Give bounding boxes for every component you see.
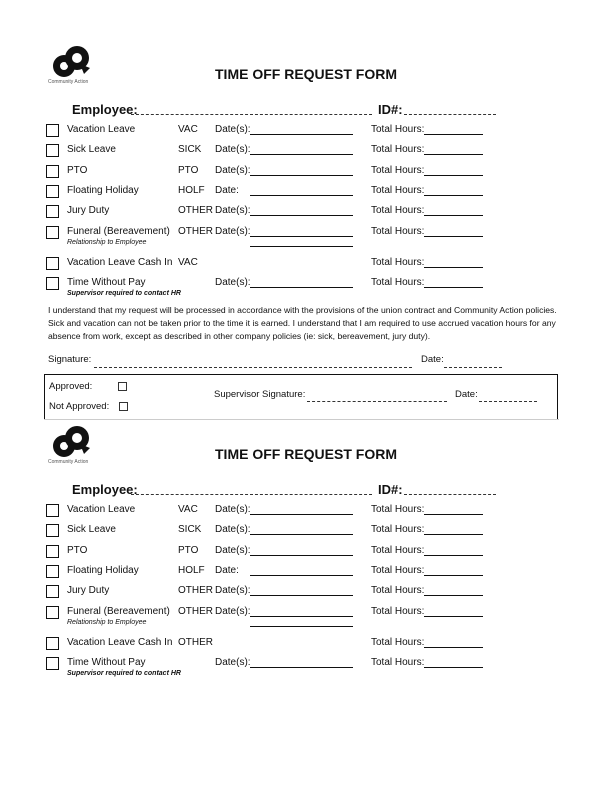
leave-type-row (0, 277, 600, 297)
total-hours-field[interactable] (424, 226, 483, 237)
leave-checkbox[interactable] (46, 565, 59, 578)
signature-date-field[interactable] (444, 356, 502, 368)
leave-type-label: Floating Holiday (67, 185, 139, 196)
total-hours-label: Total Hours: (371, 165, 425, 176)
total-hours-label: Total Hours: (371, 585, 425, 596)
date-label: Date(s): (215, 504, 251, 515)
total-hours-label: Total Hours: (371, 257, 425, 268)
row-note: Supervisor required to contact HR (67, 670, 181, 677)
date-label: Date: (421, 354, 444, 365)
date-label: Date(s): (215, 226, 251, 237)
leave-checkbox[interactable] (46, 585, 59, 598)
date-label: Date(s): (215, 606, 251, 617)
date-label: Date(s): (215, 657, 251, 668)
leave-code: VAC (178, 257, 198, 268)
date-field-extra[interactable] (250, 236, 353, 247)
row-note: Supervisor required to contact HR (67, 290, 181, 297)
date-field[interactable] (250, 124, 353, 135)
leave-type-row (0, 545, 600, 565)
total-hours-label: Total Hours: (371, 504, 425, 515)
approved-checkbox[interactable] (118, 382, 127, 391)
date-label: Date(s): (215, 144, 251, 155)
date-field[interactable] (250, 524, 353, 535)
leave-type-row (0, 657, 600, 677)
total-hours-field[interactable] (424, 144, 483, 155)
date-label: Date(s): (215, 205, 251, 216)
leave-checkbox[interactable] (46, 545, 59, 558)
leave-type-row (0, 637, 600, 657)
date-field[interactable] (250, 185, 353, 196)
logo-text: Community Action (48, 79, 89, 85)
date-label: Date(s): (215, 524, 251, 535)
leave-checkbox[interactable] (46, 637, 59, 650)
total-hours-label: Total Hours: (371, 565, 425, 576)
leave-type-row (0, 585, 600, 605)
leave-type-label: Sick Leave (67, 524, 116, 535)
leave-checkbox[interactable] (46, 226, 59, 239)
leave-checkbox[interactable] (46, 257, 59, 270)
leave-code: HOLF (178, 565, 205, 576)
signature-label: Signature: (48, 354, 92, 365)
total-hours-field[interactable] (424, 165, 483, 176)
date-field[interactable] (250, 657, 353, 668)
id-field[interactable] (404, 483, 496, 495)
date-field[interactable] (250, 205, 353, 216)
leave-type-label: Vacation Leave Cash In (67, 257, 173, 268)
total-hours-field[interactable] (424, 277, 483, 288)
leave-type-label: PTO (67, 545, 88, 556)
total-hours-label: Total Hours: (371, 124, 425, 135)
signature-field[interactable] (94, 356, 412, 368)
date-field[interactable] (250, 585, 353, 596)
leave-checkbox[interactable] (46, 205, 59, 218)
total-hours-label: Total Hours: (371, 545, 425, 556)
leave-type-label: Vacation Leave Cash In (67, 637, 173, 648)
total-hours-field[interactable] (424, 637, 483, 648)
id-label: ID#: (378, 482, 403, 497)
leave-type-row (0, 205, 600, 225)
date-label: Date(s): (215, 585, 251, 596)
leave-code: OTHER (178, 606, 213, 617)
leave-type-row (0, 606, 600, 626)
form-title: TIME OFF REQUEST FORM (215, 66, 397, 82)
leave-type-label: Time Without Pay (67, 657, 146, 668)
logo-text: Community Action (48, 459, 89, 465)
date-field[interactable] (250, 144, 353, 155)
leave-checkbox[interactable] (46, 606, 59, 619)
approved-label: Approved: (49, 381, 93, 392)
total-hours-field[interactable] (424, 124, 483, 135)
leave-code: PTO (178, 165, 199, 176)
leave-type-row (0, 257, 600, 277)
leave-code: PTO (178, 545, 199, 556)
form-title: TIME OFF REQUEST FORM (215, 446, 397, 462)
date-field-extra[interactable] (250, 616, 353, 627)
leave-type-label: Time Without Pay (67, 277, 146, 288)
total-hours-field[interactable] (424, 185, 483, 196)
leave-code: VAC (178, 504, 198, 515)
id-label: ID#: (378, 102, 403, 117)
leave-code: OTHER (178, 585, 213, 596)
total-hours-label: Total Hours: (371, 277, 425, 288)
date-field[interactable] (250, 504, 353, 515)
not-approved-label: Not Approved: (49, 401, 110, 412)
date-label: Date(s): (215, 277, 251, 288)
leave-checkbox[interactable] (46, 657, 59, 670)
leave-checkbox[interactable] (46, 185, 59, 198)
total-hours-label: Total Hours: (371, 144, 425, 155)
supervisor-signature-label: Supervisor Signature: (214, 389, 306, 400)
divider (44, 419, 559, 420)
leave-type-label: PTO (67, 165, 88, 176)
leave-type-row (0, 524, 600, 544)
total-hours-label: Total Hours: (371, 185, 425, 196)
date-label: Date: (215, 565, 239, 576)
leave-code: OTHER (178, 205, 213, 216)
leave-type-label: Funeral (Bereavement) (67, 606, 170, 617)
leave-code: SICK (178, 144, 202, 155)
id-field[interactable] (404, 103, 496, 115)
leave-type-row (0, 504, 600, 524)
leave-type-label: Sick Leave (67, 144, 116, 155)
community-action-logo (50, 40, 94, 84)
date-field[interactable] (250, 277, 353, 288)
date-field[interactable] (250, 545, 353, 556)
leave-type-row (0, 185, 600, 205)
date-field[interactable] (250, 165, 353, 176)
leave-checkbox[interactable] (46, 277, 59, 290)
leave-checkbox[interactable] (46, 524, 59, 537)
employee-label: Employee: (72, 482, 138, 497)
employee-field[interactable] (131, 483, 372, 495)
leave-code: OTHER (178, 226, 213, 237)
leave-code: HOLF (178, 185, 205, 196)
total-hours-field[interactable] (424, 524, 483, 535)
total-hours-label: Total Hours: (371, 657, 425, 668)
agreement-text: I understand that my request will be processed in accordance with the provisions of the union contract and Community Action policies. Sick and vacation can not be taken prior to the time it is earned. I understand that I am required to use accrued vacation hours for any absence from work, except as described in other company policies (ie: sick, bereavement, jury duty). (48, 305, 557, 341)
total-hours-label: Total Hours: (371, 637, 425, 648)
total-hours-label: Total Hours: (371, 524, 425, 535)
supervisor-date-label: Date: (455, 389, 478, 400)
leave-type-row (0, 565, 600, 585)
leave-code: SICK (178, 524, 202, 535)
date-label: Date(s): (215, 545, 251, 556)
date-label: Date(s): (215, 124, 251, 135)
leave-code: OTHER (178, 637, 213, 648)
time-off-form (0, 414, 600, 794)
employee-field[interactable] (131, 103, 372, 115)
total-hours-field[interactable] (424, 657, 483, 668)
leave-code: VAC (178, 124, 198, 135)
leave-checkbox[interactable] (46, 165, 59, 178)
community-action-logo (50, 420, 94, 464)
supervisor-signature-field[interactable] (307, 390, 447, 402)
leave-type-row (0, 226, 600, 246)
total-hours-field[interactable] (424, 606, 483, 617)
total-hours-field[interactable] (424, 205, 483, 216)
total-hours-field[interactable] (424, 545, 483, 556)
leave-checkbox[interactable] (46, 124, 59, 137)
date-label: Date: (215, 185, 239, 196)
row-note: Relationship to Employee (67, 239, 147, 246)
time-off-form (0, 34, 600, 414)
leave-checkbox[interactable] (46, 144, 59, 157)
leave-type-row (0, 124, 600, 144)
leave-type-label: Vacation Leave (67, 124, 136, 135)
total-hours-label: Total Hours: (371, 606, 425, 617)
total-hours-field[interactable] (424, 504, 483, 515)
total-hours-field[interactable] (424, 565, 483, 576)
total-hours-field[interactable] (424, 257, 483, 268)
not-approved-checkbox[interactable] (119, 402, 128, 411)
leave-type-label: Funeral (Bereavement) (67, 226, 170, 237)
leave-checkbox[interactable] (46, 504, 59, 517)
total-hours-label: Total Hours: (371, 205, 425, 216)
row-note: Relationship to Employee (67, 619, 147, 626)
supervisor-date-field[interactable] (479, 390, 537, 402)
leave-type-label: Vacation Leave (67, 504, 136, 515)
leave-type-label: Jury Duty (67, 585, 110, 596)
date-field[interactable] (250, 565, 353, 576)
total-hours-field[interactable] (424, 585, 483, 596)
leave-type-label: Floating Holiday (67, 565, 139, 576)
employee-label: Employee: (72, 102, 138, 117)
leave-type-row (0, 165, 600, 185)
leave-type-label: Jury Duty (67, 205, 110, 216)
date-label: Date(s): (215, 165, 251, 176)
leave-type-row (0, 144, 600, 164)
total-hours-label: Total Hours: (371, 226, 425, 237)
